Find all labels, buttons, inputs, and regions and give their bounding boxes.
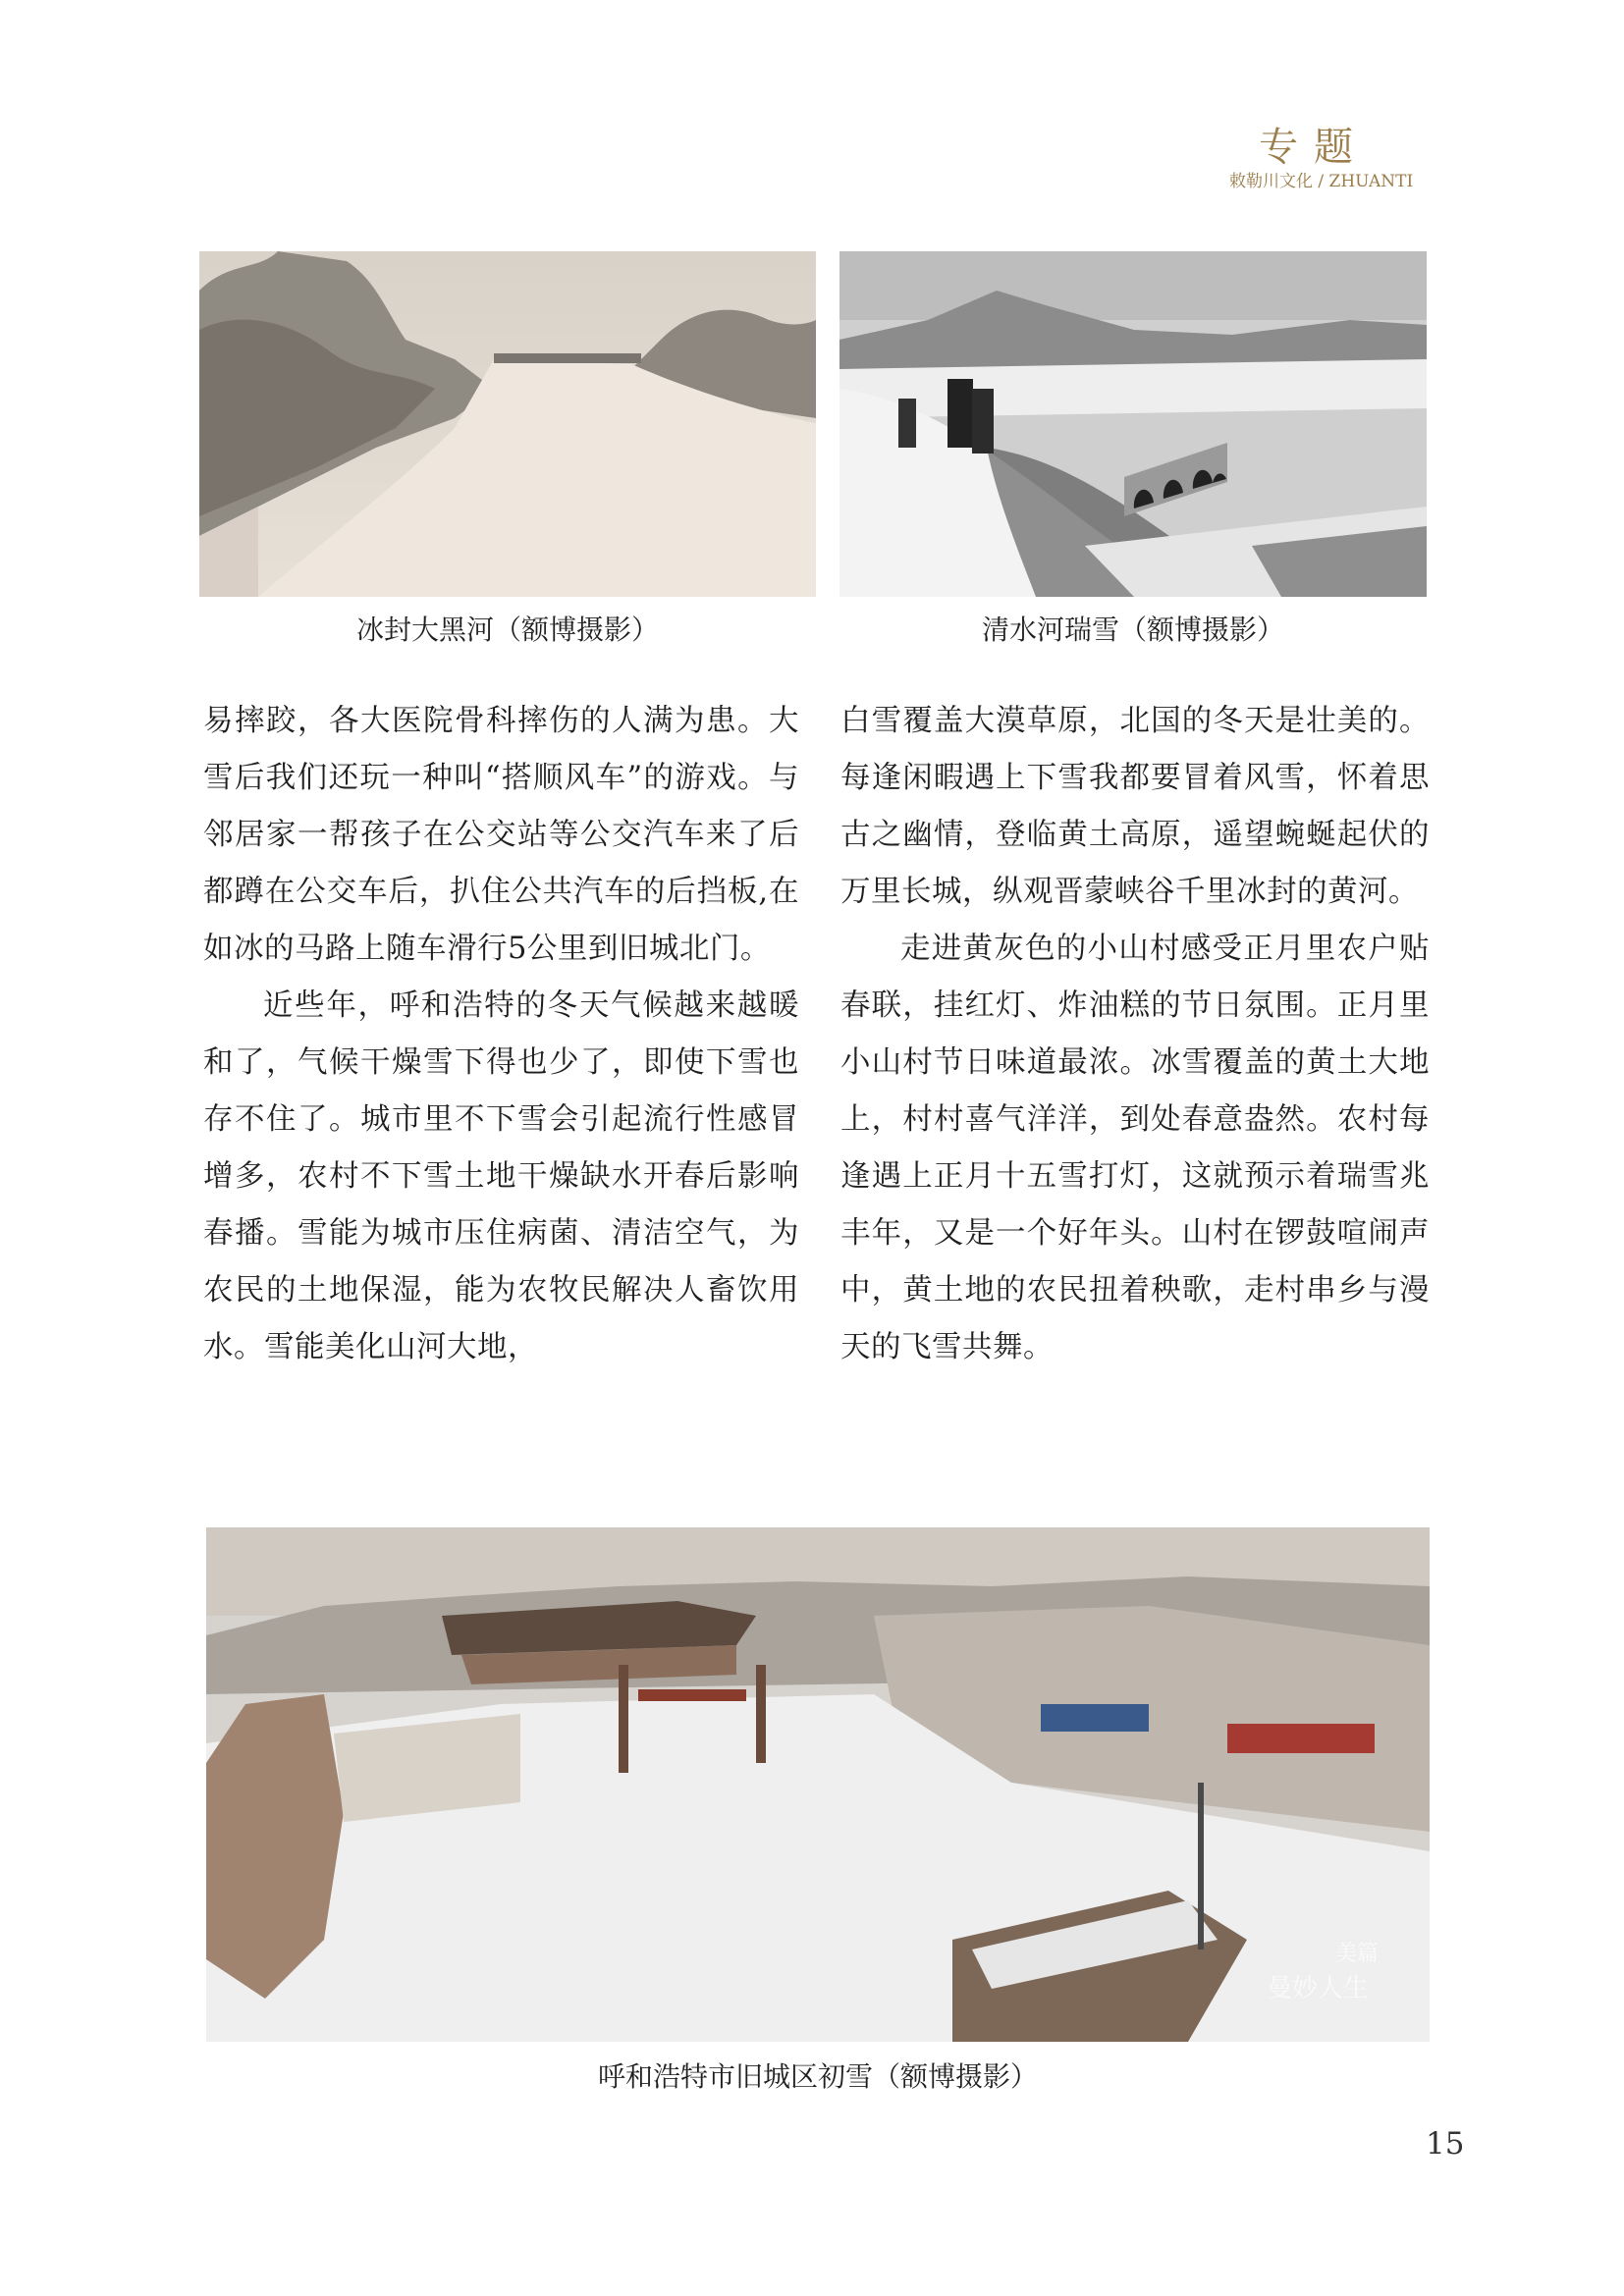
photo-snow-bridge	[839, 251, 1427, 597]
caption-snow-bridge: 清水河瑞雪（额博摄影）	[981, 614, 1284, 646]
section-subtitle: 敕勒川文化 / ZHUANTI	[1229, 172, 1414, 191]
article-column-right	[840, 693, 1430, 1376]
article-paragraph: 白雪覆盖大漠草原，北国的冬天是壮美的。每逢闲暇遇上下雪我都要冒着风雪，怀着思古之幽情，登临黄土高原，遥望蜿蜒起伏的万里长城，纵观晋蒙峡谷千里冰封的黄河。	[840, 704, 1430, 909]
article-paragraph: 易摔跤，各大医院骨科摔伤的人满为患。大雪后我们还玩一种叫“搭顺风车”的游戏。与邻居家一帮孩子在公交站等公交汽车来了后都蹲在公交车后，扒住公共汽车的后挡板,在如冰的马路上随车滑行5公里到旧城北门。	[203, 704, 799, 966]
article-paragraph: 近些年，呼和浩特的冬天气候越来越暖和了，气候干燥雪下得也少了，即使下雪也存不住了。城市里不下雪会引起流行性感冒增多，农村不下雪土地干燥缺水开春后影响春播。雪能为城市压住病菌、清洁空气，为农民的土地保湿，能为农牧民解决人畜饮用水。雪能美化山河大地，	[203, 988, 799, 1364]
section-title: 专题	[1259, 125, 1369, 170]
photo-frozen-river	[199, 251, 816, 597]
watermark-brand: 美篇	[1335, 1942, 1380, 1966]
caption-old-town-snow: 呼和浩特市旧城区初雪（额博摄影）	[597, 2060, 1038, 2093]
article-column-left	[203, 693, 799, 1376]
article-paragraph: 走进黄灰色的小山村感受正月里农户贴春联，挂红灯、炸油糕的节日氛围。正月里小山村节日味道最浓。冰雪覆盖的黄土大地上，村村喜气洋洋，到处春意盎然。农村每逢遇上正月十五雪打灯，这就预示着瑞雪兆丰年，又是一个好年头。山村在锣鼓喧闹声中，黄土地的农民扭着秧歌，走村串乡与漫天的飞雪共舞。	[840, 932, 1430, 1364]
photo-old-town-snow	[206, 1527, 1430, 2042]
page-number: 15	[1426, 2126, 1465, 2162]
watermark-name: 曼妙人生	[1267, 1974, 1370, 2003]
caption-frozen-river: 冰封大黑河（额博摄影）	[355, 614, 659, 646]
